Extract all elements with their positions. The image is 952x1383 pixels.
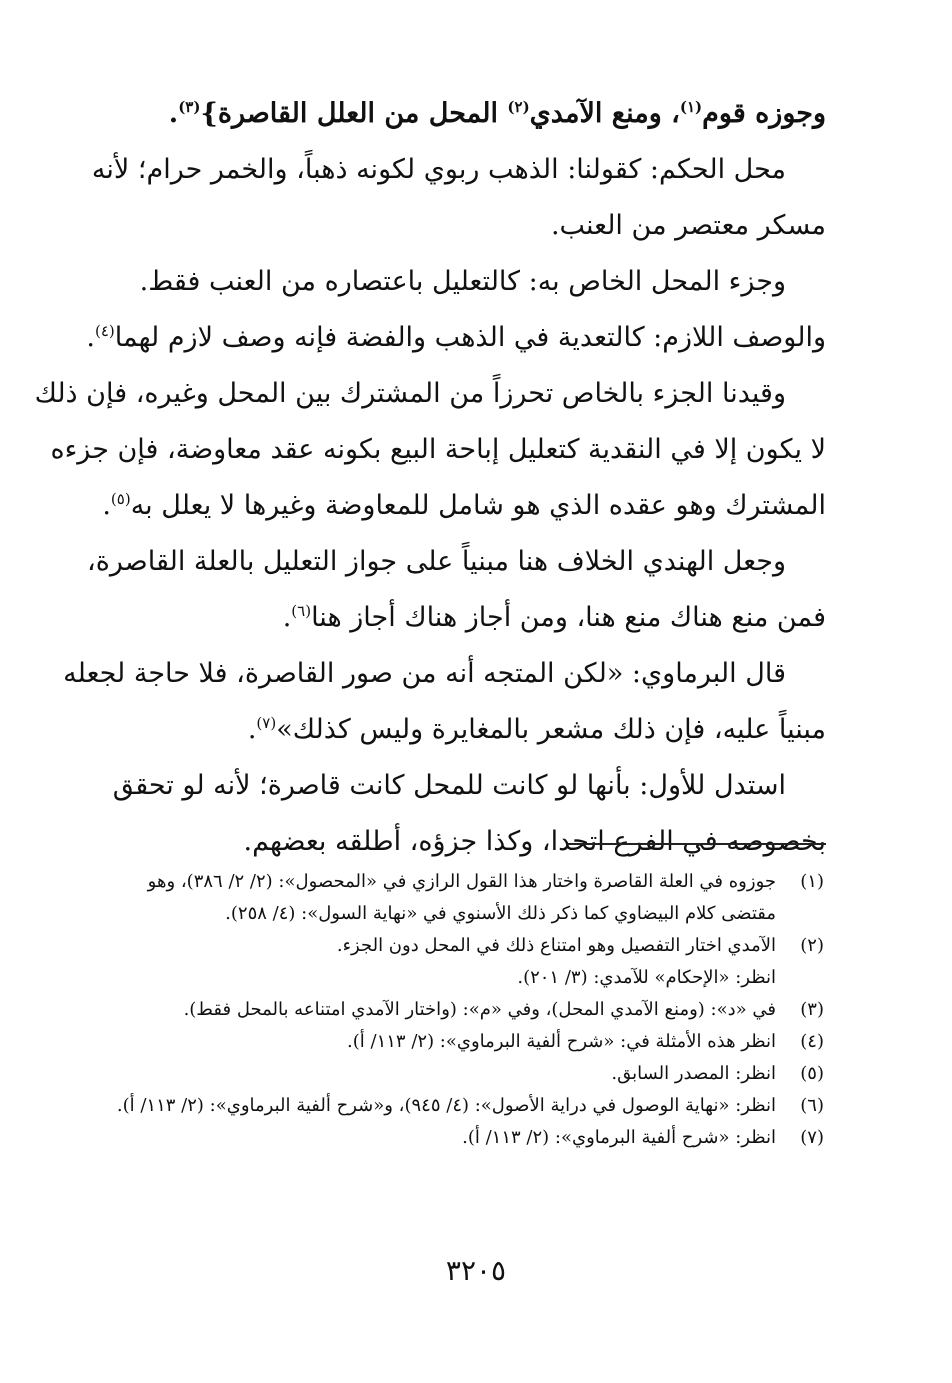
footnote-ref-1: (١): [679, 98, 703, 116]
text-line-7: لا يكون إلا في النقدية كتعليل إباحة البيع بكونه عقد معاوضة، فإن جزءه: [50, 434, 826, 465]
footnote-ref-2: (٢): [507, 98, 530, 116]
footnote-4: [130, 1026, 824, 1058]
footnote-1: [130, 866, 824, 898]
footnote-text: مقتضى كلام البيضاوي كما ذكر ذلك الأسنوي في «نهاية السول»: (٤/ ٢٥٨).: [225, 903, 776, 924]
footnote-ref-7: (٧): [256, 714, 277, 732]
text-line-4: وجزء المحل الخاص به: كالتعليل باعتصاره من العنب فقط.: [139, 266, 786, 297]
text-line-5: والوصف اللازم: كالتعدية في الذهب والفضة فإنه وصف لازم لهما$^{(٤)}$.: [86, 322, 826, 353]
footnote-number: (٥): [800, 1063, 824, 1084]
text-line-3: مسكر معتصر من العنب.: [550, 210, 826, 241]
footnote-text: انظر: «شرح ألفية البرماوي»: (٢/ ١١٣/ أ).: [462, 1127, 776, 1148]
text-line-10: فمن منع هناك منع هنا، ومن أجاز هناك أجاز هنا$^{(٦)}$.: [282, 602, 826, 633]
footnote-2: [130, 930, 824, 962]
footnote-text: الآمدي اختار التفصيل وهو امتناع ذلك في المحل دون الجزء.: [336, 935, 776, 956]
text-line-8: المشترك وهو عقده الذي هو شامل للمعاوضة وغيرها لا يعلل به$^{(٥)}$.: [102, 490, 826, 521]
footnote-number: (٧): [800, 1127, 824, 1148]
text-line-11: قال البرماوي: «لكن المتجه أنه من صور القاصرة، فلا حاجة لجعله: [63, 658, 786, 689]
footnote-text: جوزوه في العلة القاصرة واختار هذا القول الرازي في «المحصول»: (٢/ ٢/ ٣٨٦)، وهو: [147, 871, 776, 892]
footnote-1-cont: [130, 898, 824, 930]
text-line-14: بخصوصه في الفرع اتحدا، وكذا جزؤه، أطلقه بعضهم.: [243, 826, 826, 857]
footnote-ref-3: (٣): [178, 98, 201, 116]
footnote-number: (٣): [800, 999, 824, 1020]
footnotes: [116, 866, 824, 1154]
footnote-3: [130, 994, 824, 1026]
footnote-number: (١): [800, 871, 824, 892]
footnote-text: في «د»: (ومنع الآمدي المحل)، وفي «م»: (واختار الآمدي امتناعه بالمحل فقط).: [183, 999, 776, 1020]
text-line-12: مبنياً عليه، فإن ذلك مشعر بالمغايرة وليس كذلك»$^{(٧)}$.: [247, 714, 826, 745]
footnote-2-cont: [130, 962, 824, 994]
text-line-13: استدل للأول: بأنها لو كانت للمحل كانت قاصرة؛ لأنه لو تحقق: [112, 770, 786, 801]
text-line-6: وقيدنا الجزء بالخاص تحرزاً من المشترك بين المحل وغيره، فإن ذلك: [34, 378, 786, 409]
page-number: ٣٢٠٥: [445, 1254, 507, 1287]
main-text: [34, 86, 826, 870]
footnote-ref-4: (٤): [94, 322, 115, 340]
footnote-separator: [568, 843, 826, 845]
footnote-7: [130, 1122, 824, 1154]
footnote-text: انظر: «الإحكام» للآمدي: (٣/ ٢٠١).: [517, 967, 776, 988]
footnote-ref-6: (٦): [291, 602, 312, 620]
footnote-text: انظر هذه الأمثلة في: «شرح ألفية البرماوي»: (٢/ ١١٣/ أ).: [347, 1031, 776, 1052]
footnote-text: انظر: «نهاية الوصول في دراية الأصول»: (٤/ ٩٤٥)، و«شرح ألفية البرماوي»: (٢/ ١١٣/ أ).: [116, 1095, 776, 1116]
footnote-text: انظر: المصدر السابق.: [611, 1063, 776, 1084]
footnote-number: (٤): [800, 1031, 824, 1052]
text-line-2: محل الحكم: كقولنا: الذهب ربوي لكونه ذهباً، والخمر حرام؛ لأنه: [91, 154, 786, 185]
footnote-ref-5: (٥): [110, 490, 131, 508]
text-line-9: وجعل الهندي الخلاف هنا مبنياً على جواز التعليل بالعلة القاصرة،: [87, 546, 786, 577]
footnote-6: [116, 1090, 824, 1122]
footnote-number: (٢): [800, 935, 824, 956]
text-line-1: وجوزه قوم$^{(١)}$، ومنع الآمدي$^{(٢)}$ المحل من العلل القاصرة}$^{(٣)}$.: [168, 98, 826, 129]
footnote-number: (٦): [800, 1095, 824, 1116]
footnote-5: [130, 1058, 824, 1090]
